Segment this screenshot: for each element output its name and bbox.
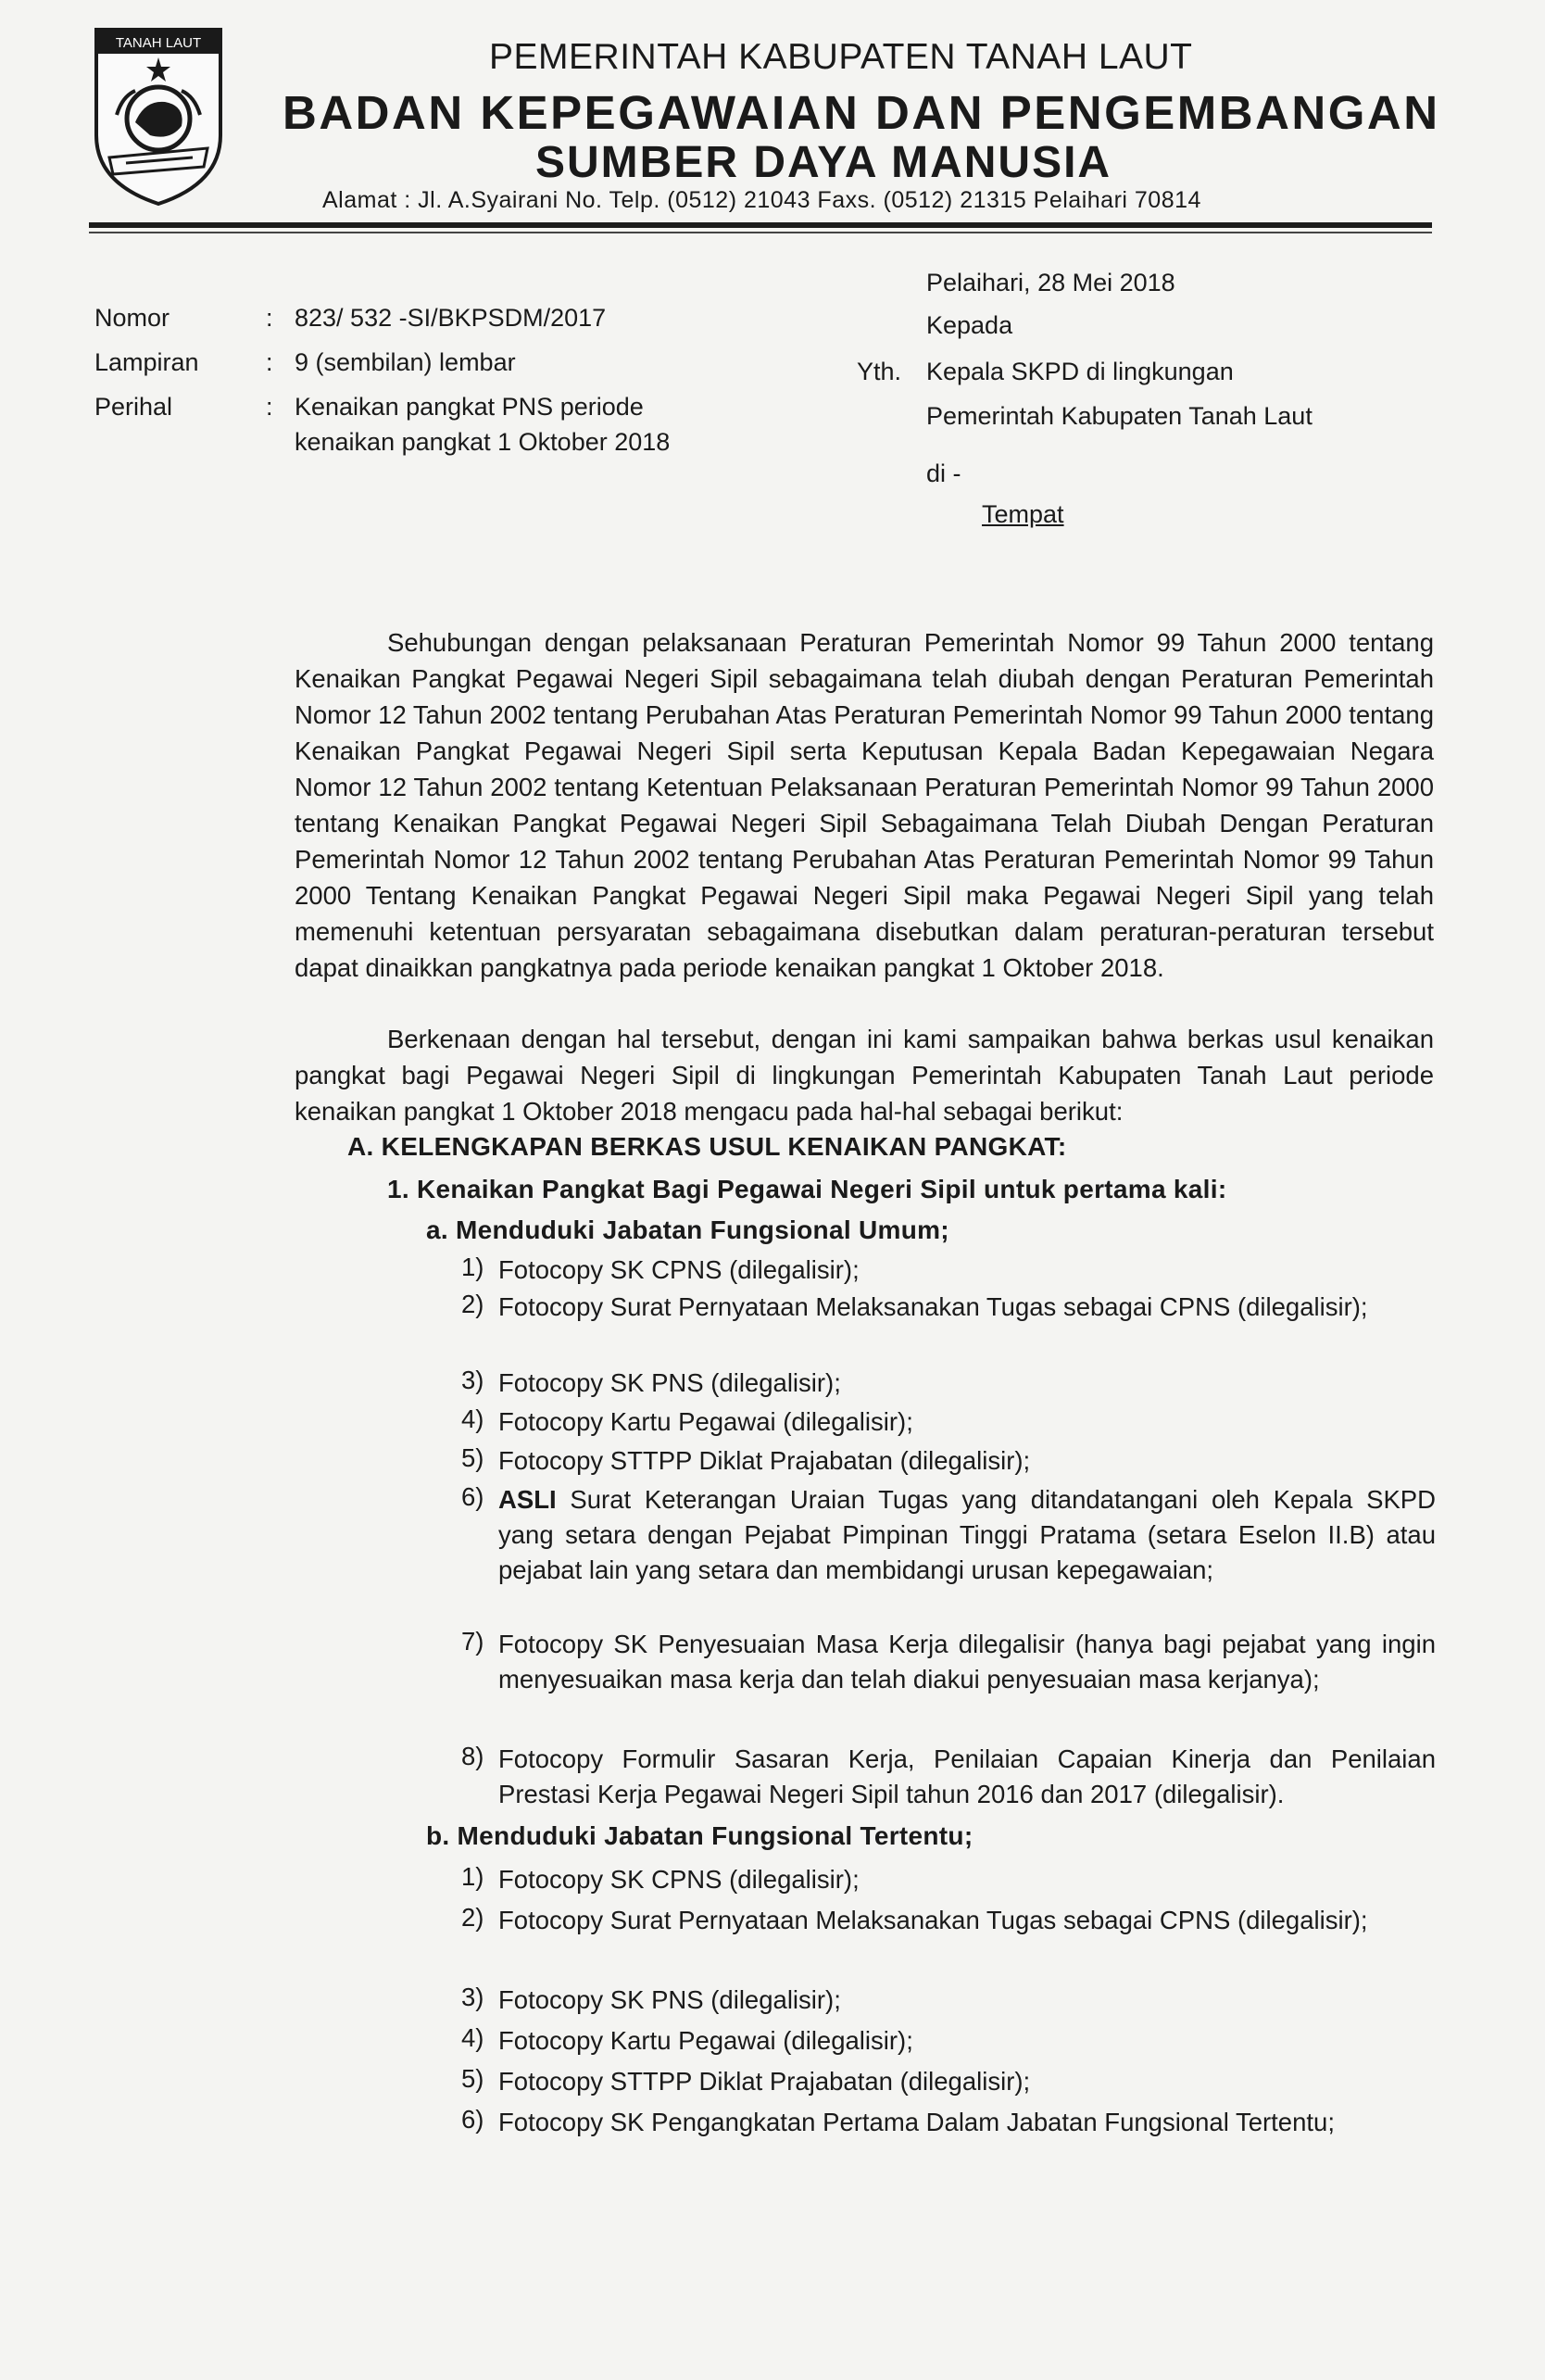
perihal-label: Perihal [94, 393, 173, 421]
list-a-item-4: Fotocopy Kartu Pegawai (dilegalisir); [498, 1407, 913, 1436]
lampiran-label: Lampiran [94, 348, 199, 376]
list-a-num-1: 1) [461, 1253, 484, 1281]
lampiran-colon: : [266, 348, 273, 376]
yth-label: Yth. [857, 358, 902, 385]
list-a-num-6: 6) [461, 1482, 484, 1511]
tanah-laut-emblem-icon [89, 26, 228, 208]
list-a-num-8: 8) [461, 1742, 484, 1770]
letterhead-rule [89, 222, 1432, 228]
kepada-label: Kepada [926, 311, 1013, 339]
letter-date: Pelaihari, 28 Mei 2018 [926, 269, 1175, 296]
letterhead-agency: BADAN KEPEGAWAIAN DAN PENGEMBANGAN [283, 86, 1440, 139]
list-b-item-6: Fotocopy SK Pengangkatan Pertama Dalam Jabatan Fungsional Tertentu; [498, 2108, 1335, 2136]
list-a-num-2: 2) [461, 1290, 484, 1318]
perihal-line1: Kenaikan pangkat PNS periode [295, 393, 644, 421]
recipient-di: di - [926, 460, 961, 487]
list-b-num-4: 4) [461, 2023, 484, 2052]
body-paragraph-2 [295, 1021, 1434, 1129]
letterhead-rule-thin [89, 232, 1432, 233]
subsection-a-heading: a. Menduduki Jabatan Fungsional Umum; [426, 1215, 949, 1244]
body-paragraph-2-text: Berkenaan dengan hal tersebut, dengan ini kami sampaikan bahwa berkas usul kenaikan pangkat bagi Pegawai Negeri Sipil di lingkungan Pemerintah Kabupaten Tanah Laut periode kenaikan pangkat 1 Oktober 2018 mengacu pada hal-hal sebagai berikut: [295, 1025, 1434, 1126]
list-b-item-5: Fotocopy STTPP Diklat Prajabatan (dilegalisir); [498, 2067, 1031, 2096]
list-a-num-5: 5) [461, 1443, 484, 1472]
logo-text: TANAH LAUT [115, 35, 202, 51]
list-b-item-2: Fotocopy Surat Pernyataan Melaksanakan Tugas sebagai CPNS (dilegalisir); [498, 1906, 1368, 1934]
list-a-item-2: Fotocopy Surat Pernyataan Melaksanakan Tugas sebagai CPNS (dilegalisir); [498, 1292, 1368, 1321]
recipient-tempat: Tempat [982, 500, 1064, 528]
list-b-num-6: 6) [461, 2105, 484, 2134]
nomor-label: Nomor [94, 304, 170, 332]
recipient-line1: Kepala SKPD di lingkungan [926, 358, 1234, 385]
list-a-item-1: Fotocopy SK CPNS (dilegalisir); [498, 1255, 860, 1284]
list-a-item-7: Fotocopy SK Penyesuaian Masa Kerja dilegalisir (hanya bagi pejabat yang ingin menyesuaikan masa kerja dan telah diakui penyesuaian masa kerjanya); [498, 1630, 1436, 1694]
nomor-value: 823/ 532 -SI/BKPSDM/2017 [295, 304, 607, 332]
list-a-num-4: 4) [461, 1404, 484, 1433]
list-a-item-8: Fotocopy Formulir Sasaran Kerja, Penilaian Capaian Kinerja dan Penilaian Prestasi Kerja Pegawai Negeri Sipil tahun 2016 dan 2017 (dilegalisir). [498, 1744, 1436, 1808]
list-b-num-2: 2) [461, 1903, 484, 1932]
lampiran-value: 9 (sembilan) lembar [295, 348, 516, 376]
list-b-num-1: 1) [461, 1862, 484, 1891]
letterhead-agency-sub: SUMBER DAYA MANUSIA [535, 138, 1112, 187]
body-paragraph-1-text: Sehubungan dengan pelaksanaan Peraturan Pemerintah Nomor 99 Tahun 2000 tentang Kenaikan Pangkat Pegawai Negeri Sipil sebagaimana telah diubah dengan Peraturan Pemerintah Nomor 12 Tahun 2002 tentang Perubahan Atas Peraturan Pemerintah Nomor 99 Tahun 2000 tentang Kenaikan Pangkat Pegawai Negeri Sipil serta Keputusan Kepala Badan Kepegawaian Negara Nomor 12 Tahun 2002 tentang Ketentuan Pelaksanaan Peraturan Pemerintah Nomor 99 Tahun 2000 tentang Kenaikan Pangkat Pegawai Negeri Sipil Sebagaimana Telah Diubah Dengan Peraturan Pemerintah Nomor 12 Tahun 2002 tentang Perubahan Atas Peraturan Pemerintah Nomor 99 Tahun 2000 Tentang Kenaikan Pangkat Pegawai Negeri Sipil maka Pegawai Negeri Sipil yang telah memenuhi ketentuan persyaratan sebagaimana disebutkan dalam peraturan-peraturan tersebut dapat dinaikkan pangkatnya pada periode kenaikan pangkat 1 Oktober 2018. [295, 628, 1434, 982]
list-b-item-3: Fotocopy SK PNS (dilegalisir); [498, 1985, 841, 2014]
perihal-line2: kenaikan pangkat 1 Oktober 2018 [295, 428, 671, 456]
recipient-line2: Pemerintah Kabupaten Tanah Laut [926, 402, 1313, 430]
section-a-heading: A. KELENGKAPAN BERKAS USUL KENAIKAN PANGKAT: [347, 1132, 1067, 1161]
list-b-item-4: Fotocopy Kartu Pegawai (dilegalisir); [498, 2026, 913, 2055]
subsection-b-heading: b. Menduduki Jabatan Fungsional Tertentu; [426, 1821, 973, 1850]
list-b-num-3: 3) [461, 1983, 484, 2011]
list-a-item-6-bold: ASLI [498, 1485, 557, 1514]
list-b-item-1: Fotocopy SK CPNS (dilegalisir); [498, 1865, 860, 1894]
list-a-item-3: Fotocopy SK PNS (dilegalisir); [498, 1368, 841, 1397]
list-a-num-7: 7) [461, 1627, 484, 1656]
section-1-heading: 1. Kenaikan Pangkat Bagi Pegawai Negeri Sipil untuk pertama kali: [387, 1175, 1227, 1203]
body-paragraph-1 [295, 624, 1434, 986]
nomor-colon: : [266, 304, 273, 332]
list-a-item-6 [498, 1482, 1436, 1588]
list-b-num-5: 5) [461, 2064, 484, 2093]
letterhead-government: PEMERINTAH KABUPATEN TANAH LAUT [489, 37, 1193, 77]
list-a-item-6-text: Surat Keterangan Uraian Tugas yang ditandatangani oleh Kepala SKPD yang setara dengan Pejabat Pimpinan Tinggi Pratama (setara Eselon II.B) atau pejabat lain yang setara dan membidangi urusan kepegawaian; [498, 1485, 1436, 1584]
perihal-colon: : [266, 393, 273, 421]
list-a-num-3: 3) [461, 1366, 484, 1394]
list-a-item-5: Fotocopy STTPP Diklat Prajabatan (dilegalisir); [498, 1446, 1031, 1475]
letterhead-address: Alamat : Jl. A.Syairani No. Telp. (0512) 21043 Faxs. (0512) 21315 Pelaihari 70814 [322, 187, 1201, 213]
